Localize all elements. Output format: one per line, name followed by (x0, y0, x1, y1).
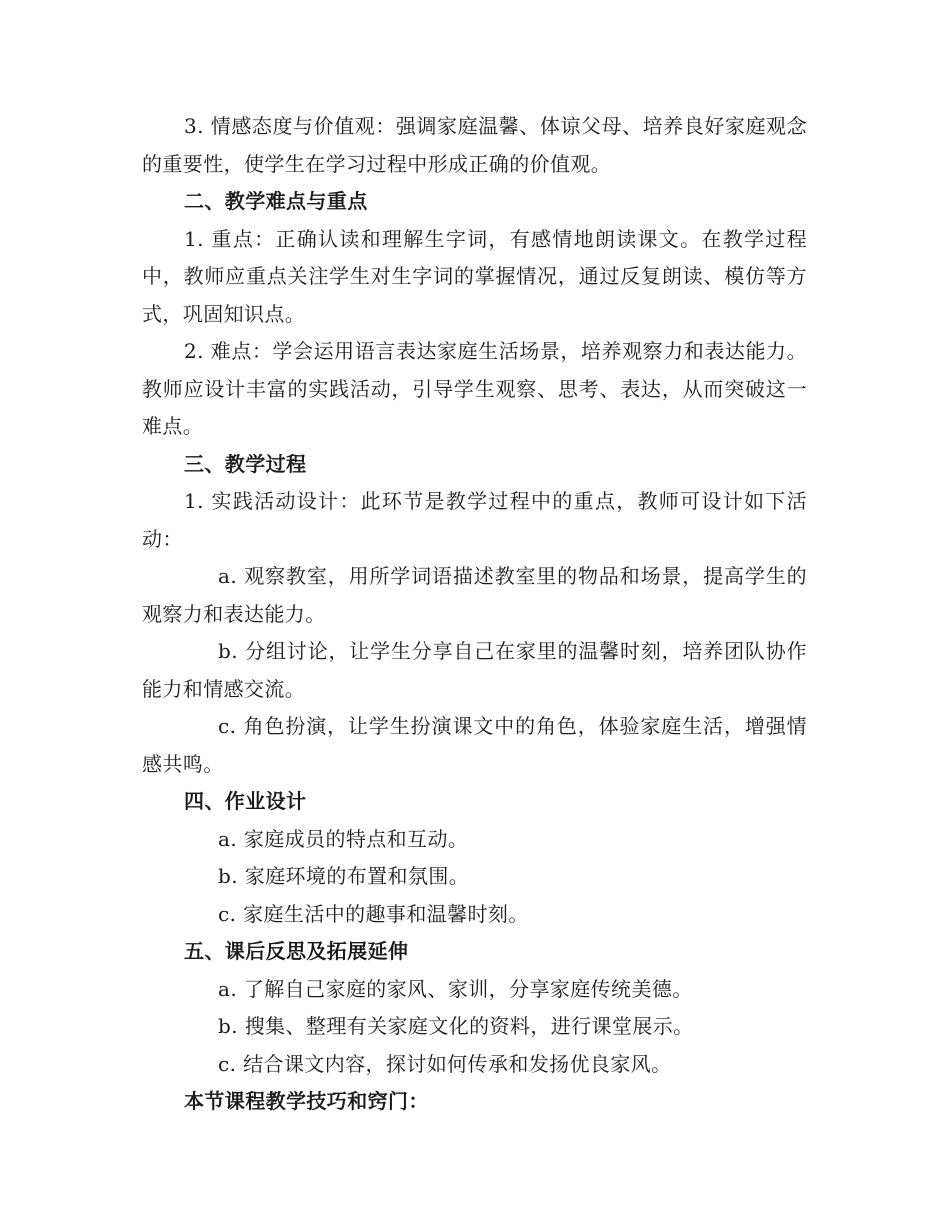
document-page (142, 108, 807, 1121)
section-heading-reflection: 五、课后反思及拓展延伸 (184, 939, 409, 963)
paragraph-key-point: 1. 重点：正确认读和理解生字词，有感情地朗读课文。在教学过程中，教师应重点关注学生对生字词的掌握情况，通过反复朗读、模仿等方式，巩固知识点。 (142, 226, 807, 326)
homework-item: c. 家庭生活中的趣事和温馨时刻。 (218, 901, 529, 926)
homework-item: b. 家庭环境的布置和氛围。 (218, 864, 470, 888)
activity-item-b: b. 分组讨论，让学生分享自己在家里的温馨时刻，培养团队协作能力和情感交流。 (142, 639, 807, 701)
paragraph-emotional-goals: 3. 情感态度与价值观：强调家庭温馨、体谅父母、培养良好家庭观念的重要性，使学生在学习过程中形成正确的价值观。 (142, 114, 807, 176)
homework-item: a. 家庭成员的特点和互动。 (218, 826, 469, 851)
paragraph-difficult-point: 2. 难点：学会运用语言表达家庭生活场景，培养观察力和表达能力。教师应设计丰富的实践活动，引导学生观察、思考、表达，从而突破这一难点。 (142, 339, 807, 438)
extension-item: c. 结合课文内容，探讨如何传承和发扬优良家风。 (218, 1051, 672, 1076)
paragraph-activity-design: 1. 实践活动设计：此环节是教学过程中的重点，教师可设计如下活动： (142, 489, 807, 551)
extension-item: b. 搜集、整理有关家庭文化的资料，进行课堂展示。 (218, 1014, 694, 1038)
extension-item: a. 了解自己家庭的家风、家训，分享家庭传统美德。 (218, 976, 693, 1001)
activity-item-a: a. 观察教室，用所学词语描述教室里的物品和场景，提高学生的观察力和表达能力。 (142, 564, 807, 626)
closing-heading: 本节课程教学技巧和窍门： (184, 1089, 429, 1113)
section-heading-difficulties: 二、教学难点与重点 (184, 189, 368, 213)
section-heading-homework: 四、作业设计 (184, 789, 307, 813)
activity-item-c: c. 角色扮演，让学生扮演课文中的角色，体验家庭生活，增强情感共鸣。 (142, 714, 807, 776)
section-heading-process: 三、教学过程 (184, 451, 307, 476)
